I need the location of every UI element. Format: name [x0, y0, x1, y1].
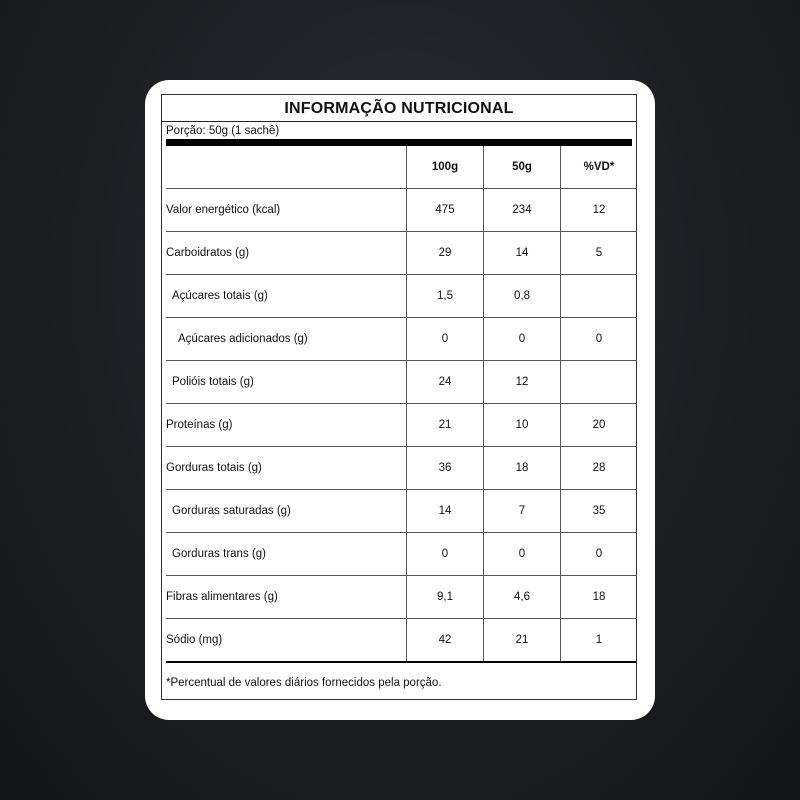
value-50g: 10	[484, 404, 561, 447]
table-row	[166, 533, 637, 576]
footnote: *Percentual de valores diários fornecidos pela porção.	[166, 677, 442, 689]
value-100g: 14	[407, 490, 484, 533]
nutrition-table	[166, 146, 637, 663]
value-50g: 4,6	[484, 576, 561, 619]
table-row	[166, 189, 637, 232]
value-vd: 5	[561, 232, 638, 275]
table-header-row	[166, 146, 637, 189]
value-vd: 18	[561, 576, 638, 619]
nutrient-name: Gorduras totais (g)	[166, 447, 407, 490]
thick-divider	[166, 139, 632, 146]
value-50g: 12	[484, 361, 561, 404]
portion-size: Porção: 50g (1 sachê)	[166, 125, 280, 137]
value-vd: 0	[561, 533, 638, 576]
header-vd: %VD*	[561, 146, 638, 189]
nutrient-name: Gorduras saturadas (g)	[166, 490, 407, 533]
value-100g: 42	[407, 619, 484, 663]
value-100g: 475	[407, 189, 484, 232]
value-vd: 1	[561, 619, 638, 663]
value-100g: 24	[407, 361, 484, 404]
value-100g: 21	[407, 404, 484, 447]
value-50g: 7	[484, 490, 561, 533]
value-50g: 21	[484, 619, 561, 663]
value-100g: 0	[407, 533, 484, 576]
value-50g: 14	[484, 232, 561, 275]
value-50g: 0,8	[484, 275, 561, 318]
table-row	[166, 447, 637, 490]
table-row	[166, 318, 637, 361]
value-100g: 36	[407, 447, 484, 490]
nutrition-facts-label	[161, 94, 637, 700]
nutrient-name: Sódio (mg)	[166, 619, 407, 663]
table-row	[166, 576, 637, 619]
value-vd: 12	[561, 189, 638, 232]
nutrient-name: Açúcares totais (g)	[166, 275, 407, 318]
nutrient-name: Valor energético (kcal)	[166, 189, 407, 232]
table-row	[166, 232, 637, 275]
value-vd: 0	[561, 318, 638, 361]
nutrition-card	[145, 80, 655, 720]
header-50g: 50g	[484, 146, 561, 189]
table-row	[166, 404, 637, 447]
table-row	[166, 361, 637, 404]
value-100g: 1,5	[407, 275, 484, 318]
table-row	[166, 490, 637, 533]
value-vd: 35	[561, 490, 638, 533]
nutrient-name: Carboidratos (g)	[166, 232, 407, 275]
value-50g: 0	[484, 533, 561, 576]
value-vd: 20	[561, 404, 638, 447]
nutrient-name: Proteínas (g)	[166, 404, 407, 447]
header-100g: 100g	[407, 146, 484, 189]
nutrient-name: Polióis totais (g)	[166, 361, 407, 404]
table-row	[166, 619, 637, 663]
value-100g: 0	[407, 318, 484, 361]
header-nutrient	[166, 146, 407, 189]
value-100g: 29	[407, 232, 484, 275]
value-100g: 9,1	[407, 576, 484, 619]
value-vd	[561, 361, 638, 404]
label-title: INFORMAÇÃO NUTRICIONAL	[284, 100, 514, 117]
value-50g: 0	[484, 318, 561, 361]
nutrient-name: Fibras alimentares (g)	[166, 576, 407, 619]
nutrition-table-body	[166, 189, 637, 663]
table-row	[166, 275, 637, 318]
value-vd	[561, 275, 638, 318]
value-vd: 28	[561, 447, 638, 490]
nutrient-name: Açúcares adicionados (g)	[166, 318, 407, 361]
value-50g: 18	[484, 447, 561, 490]
nutrient-name: Gorduras trans (g)	[166, 533, 407, 576]
value-50g: 234	[484, 189, 561, 232]
